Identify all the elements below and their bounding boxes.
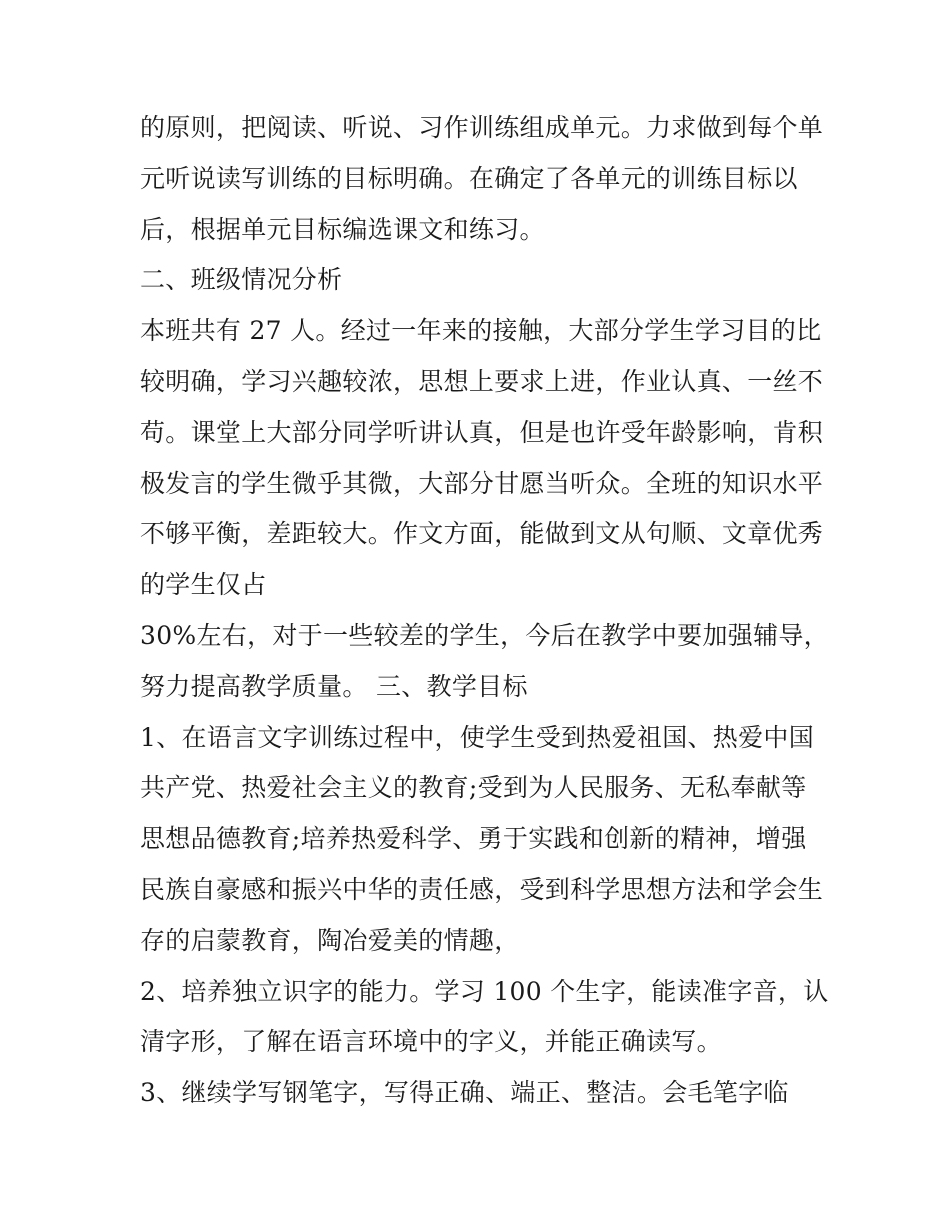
list-item: 1、在语言文字训练过程中，使学生受到热爱祖国、热爱中国	[140, 722, 815, 752]
text-line: 元听说读写训练的目标明确。在确定了各单元的训练目标以	[140, 163, 798, 193]
text-line: 后，根据单元目标编选课文和练习。	[140, 214, 545, 244]
text-line: 不够平衡，差距较大。作文方面，能做到文从句顺、文章优秀	[140, 519, 824, 549]
text-line: 本班共有 27 人。经过一年来的接触，大部分学生学习目的比	[140, 316, 822, 346]
list-item: 2、培养独立识字的能力。学习 100 个生字，能读准字音，认	[140, 976, 829, 1006]
text-line: 共产党、热爱社会主义的教育;受到为人民服务、无私奉献等	[140, 773, 807, 803]
section-heading: 二、班级情况分析	[140, 265, 343, 295]
text-line: 的原则，把阅读、听说、习作训练组成单元。力求做到每个单	[140, 113, 824, 142]
text-line: 苟。课堂上大部分同学听讲认真，但是也许受年龄影响，肯积	[140, 417, 824, 447]
text-line: 思想品德教育;培养热爱科学、勇于实践和创新的精神，增强	[140, 824, 807, 854]
text-line: 民族自豪感和振兴中华的责任感，受到科学思想方法和学会生	[140, 874, 824, 904]
list-item: 3、继续学写钢笔字，写得正确、端正、整洁。会毛笔字临	[140, 1078, 789, 1108]
text-line: 清字形，了解在语言环境中的字义，并能正确读写。	[140, 1027, 722, 1057]
body-text	[140, 103, 829, 1119]
text-line: 存的启蒙教育，陶冶爱美的情趣，	[140, 925, 520, 955]
text-line: 努力提高教学质量。 三、教学目标	[140, 671, 528, 701]
text-line: 较明确，学习兴趣较浓，思想上要求上进，作业认真、一丝不	[140, 366, 824, 396]
text-line: 极发言的学生微乎其微，大部分甘愿当听众。全班的知识水平	[140, 468, 824, 498]
text-line: 的学生仅占	[140, 570, 267, 600]
text-line: 30%左右，对于一些较差的学生，今后在教学中要加强辅导，	[140, 620, 829, 650]
